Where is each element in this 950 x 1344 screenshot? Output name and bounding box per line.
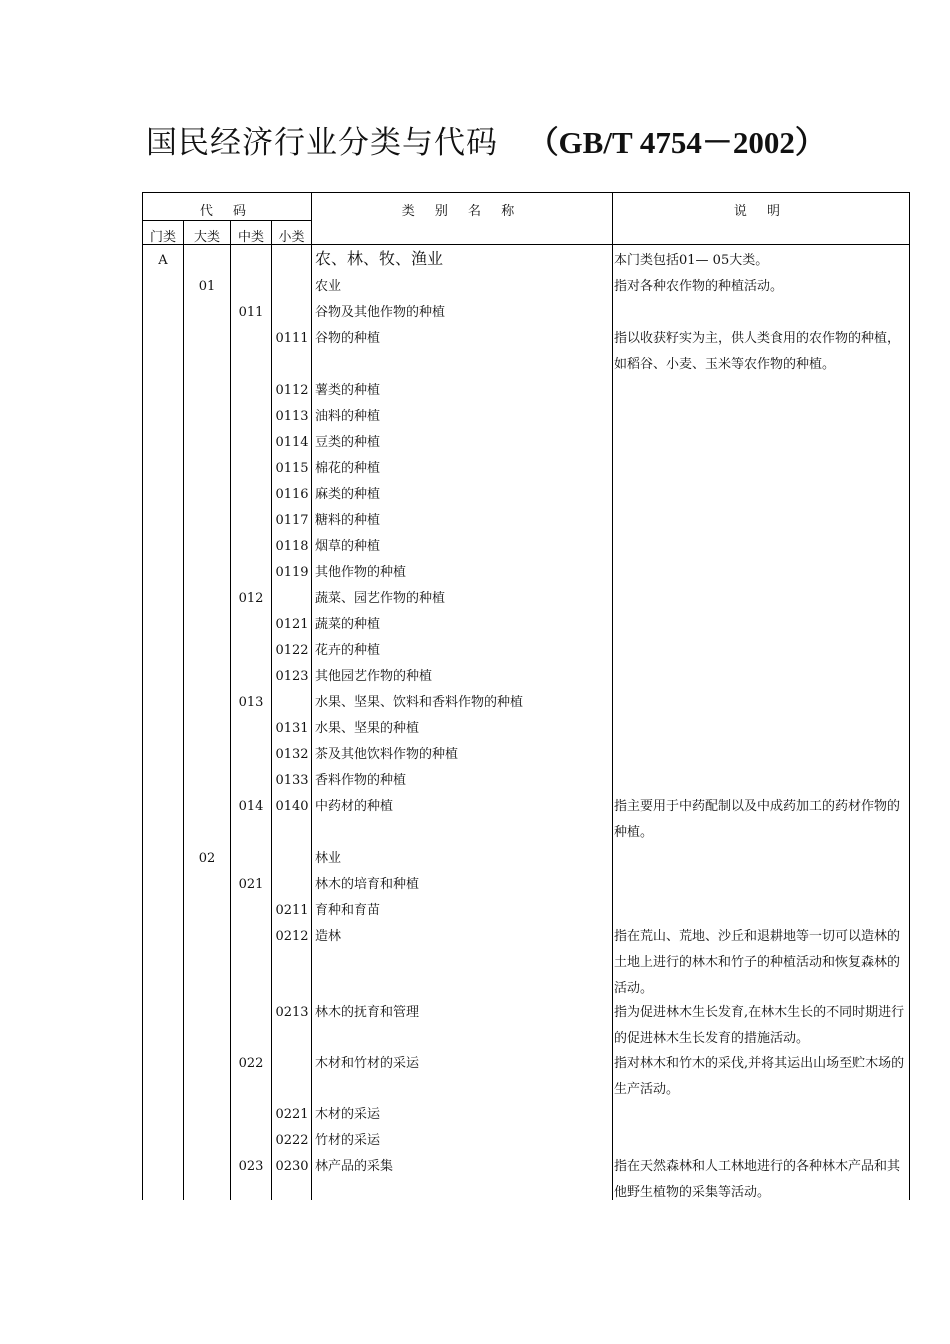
cell-name: 林木的抚育和管理 [315, 1005, 420, 1020]
cell-xiao: 0115 [275, 461, 309, 476]
cell-xiao: 0119 [275, 565, 309, 580]
cell-name: 林产品的采集 [315, 1159, 394, 1174]
table-row [0, 404, 950, 430]
cell-zhong: 013 [238, 695, 264, 710]
cell-name: 其他作物的种植 [315, 565, 407, 580]
table-row [0, 612, 950, 638]
cell-name: 豆类的种植 [315, 435, 381, 450]
cell-name: 其他园艺作物的种植 [315, 669, 433, 684]
cell-name: 棉花的种植 [315, 461, 381, 476]
cell-name: 烟草的种植 [315, 539, 381, 554]
cell-name: 竹材的采运 [315, 1133, 381, 1148]
cell-xiao: 0132 [275, 747, 309, 762]
cell-note: 本门类包括01— 05大类。 [614, 253, 769, 268]
table-row [0, 794, 950, 846]
cell-name: 林木的培育和种植 [315, 877, 420, 892]
cell-name: 农、林、牧、渔业 [315, 249, 444, 268]
cell-name: 中药材的种植 [315, 799, 394, 814]
header-da: 大类 [193, 230, 220, 245]
cell-xiao: 0213 [275, 1005, 309, 1020]
code-subheader-divider [142, 220, 312, 221]
table-row [0, 430, 950, 456]
table-row [0, 300, 950, 326]
cell-xiao: 0123 [275, 669, 309, 684]
table-row [0, 664, 950, 690]
cell-name: 香料作物的种植 [315, 773, 407, 788]
cell-xiao: 0212 [275, 929, 309, 944]
table-row [0, 508, 950, 534]
cell-name: 花卉的种植 [315, 643, 381, 658]
table-row [0, 872, 950, 898]
cell-name: 薯类的种植 [315, 383, 381, 398]
cell-da: 02 [198, 851, 216, 866]
table-border-top [142, 192, 910, 193]
cell-zhong: 022 [238, 1056, 264, 1071]
table-row [0, 534, 950, 560]
cell-xiao: 0133 [275, 773, 309, 788]
table-row [0, 924, 950, 1002]
table-row [0, 1051, 950, 1103]
header-zhong: 中类 [237, 230, 264, 245]
header-code: 代 码 [199, 204, 255, 219]
cell-note: 指以收获籽实为主，供人类食用的农作物的种植，如稻谷、小麦、玉米等农作物的种植。 [614, 331, 901, 372]
cell-name: 造林 [315, 929, 342, 944]
cell-name: 水果、坚果、饮料和香料作物的种植 [315, 695, 524, 710]
cell-zhong: 021 [238, 877, 264, 892]
cell-name: 谷物的种植 [315, 331, 381, 346]
cell-note: 指在荒山、荒地、沙丘和退耕地等一切可以造林的土地上进行的林木和竹子的种植活动和恢复森林的活动。 [614, 929, 901, 996]
table-row [0, 1154, 950, 1206]
cell-name: 糖料的种植 [315, 513, 381, 528]
cell-xiao: 0116 [275, 487, 309, 502]
table-row [0, 1000, 950, 1052]
table-row [0, 898, 950, 924]
cell-xiao: 0114 [275, 435, 309, 450]
table-row [0, 690, 950, 716]
table-row [0, 248, 950, 274]
table-row [0, 768, 950, 794]
cell-name: 麻类的种植 [315, 487, 381, 502]
title-chinese: 国民经济行业分类与代码 [146, 125, 498, 161]
cell-name: 育种和育苗 [315, 903, 381, 918]
table-row [0, 456, 950, 482]
header-name: 类 别 名 称 [401, 204, 523, 219]
cell-da: 01 [198, 279, 216, 294]
cell-xiao: 0117 [275, 513, 309, 528]
cell-note: 指对林木和竹木的采伐,并将其运出山场至贮木场的生产活动。 [614, 1056, 905, 1097]
cell-name: 水果、坚果的种植 [315, 721, 420, 736]
cell-xiao: 0140 [275, 799, 309, 814]
cell-name: 蔬菜、园艺作物的种植 [315, 591, 446, 606]
cell-xiao: 0118 [275, 539, 309, 554]
cell-note: 指对各种农作物的种植活动。 [614, 279, 784, 294]
table-row [0, 716, 950, 742]
table-row [0, 326, 950, 378]
table-row [0, 378, 950, 404]
cell-xiao: 0122 [275, 643, 309, 658]
cell-xiao: 0131 [275, 721, 309, 736]
cell-note: 指主要用于中药配制以及中成药加工的药材作物的种植。 [614, 799, 901, 840]
cell-xiao: 0230 [275, 1159, 309, 1174]
cell-zhong: 012 [238, 591, 264, 606]
cell-xiao: 0112 [275, 383, 309, 398]
cell-name: 谷物及其他作物的种植 [315, 305, 446, 320]
cell-xiao: 0113 [275, 409, 309, 424]
cell-name: 油料的种植 [315, 409, 381, 424]
table-row [0, 560, 950, 586]
cell-zhong: 023 [238, 1159, 264, 1174]
cell-name: 农业 [315, 279, 342, 294]
header-men: 门类 [149, 230, 176, 245]
cell-name: 林业 [315, 851, 342, 866]
table-row [0, 586, 950, 612]
header-xiao: 小类 [278, 230, 305, 245]
title-standard-code: （GB/T 4754－2002） [527, 125, 826, 160]
table-row [0, 742, 950, 768]
cell-name: 木材和竹材的采运 [315, 1056, 420, 1071]
table-row [0, 274, 950, 300]
cell-name: 蔬菜的种植 [315, 617, 381, 632]
header-note: 说 明 [733, 204, 789, 219]
table-row [0, 846, 950, 872]
table-row [0, 1128, 950, 1154]
cell-xiao: 0211 [275, 903, 309, 918]
cell-note: 指在天然森林和人工林地进行的各种林木产品和其他野生植物的采集等活动。 [614, 1159, 901, 1200]
cell-zhong: 011 [238, 305, 264, 320]
table-row [0, 1102, 950, 1128]
cell-xiao: 0111 [275, 331, 309, 346]
cell-note: 指为促进林木生长发育,在林木生长的不同时期进行的促进林木生长发育的措施活动。 [614, 1005, 905, 1046]
cell-name: 茶及其他饮料作物的种植 [315, 747, 459, 762]
cell-zhong: 014 [238, 799, 264, 814]
cell-xiao: 0221 [275, 1107, 309, 1122]
cell-men: A [158, 253, 168, 268]
table-row [0, 638, 950, 664]
cell-xiao: 0222 [275, 1133, 309, 1148]
table-row [0, 482, 950, 508]
cell-xiao: 0121 [275, 617, 309, 632]
cell-name: 木材的采运 [315, 1107, 381, 1122]
